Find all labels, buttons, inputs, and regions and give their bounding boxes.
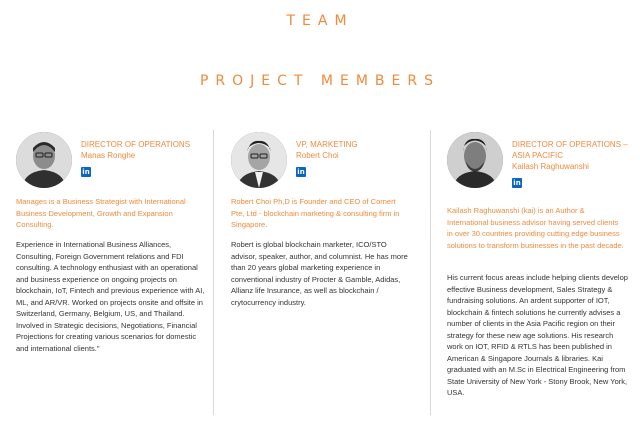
linkedin-icon[interactable]: in — [82, 168, 90, 176]
member-name: Manas Ronghe — [81, 151, 136, 160]
member-role: DIRECTOR OF OPERATIONS — [81, 140, 191, 149]
member-intro: Kailash Raghuwanshi (kai) is an Author & International business advisor having served clients in over 30 countries providing cutting edge business solutions to transform businesses in the past decade. — [447, 206, 624, 250]
column-divider — [430, 130, 431, 415]
member-intro: Robert Choi Ph,D is Founder and CEO of Cornert Pte, Ltd - blockchain marketing & consulting firm in Singapore. — [231, 197, 400, 229]
member-title-block — [512, 139, 630, 190]
member-title-block — [81, 139, 206, 179]
team-heading: TEAM — [286, 13, 354, 29]
linkedin-icon[interactable]: in — [513, 179, 521, 187]
member-intro: Manages is a Business Strategist with International Business Development, Growth and Expansion Consulting. — [16, 197, 186, 229]
avatar — [16, 132, 72, 188]
member-role: VP, MARKETING — [296, 140, 358, 149]
member-bio: Experience in International Business Alliances, Consulting, Foreign Government relations and FDI consulting. A technology enthusiast with an operational and business experience on ongoing projects on blockchain, IoT, Fintech and previous experience with AI, ML, and AR/VR. Worked on projects onsite and offsite in Switzerland, Germany, Belgium, US, and Thailand. Involved in Strategic decisions, Negotiations, Financial Projections for creating various scenarios for domestic and international clients." — [16, 240, 205, 353]
project-members-heading: PROJECT MEMBERS — [199, 73, 440, 89]
member-bio: Robert is global blockchain marketer, ICO/STO advisor, speaker, author, and columnist. He has more than 20 years global marketing experience in conventional industry of Procter & Gamble, Adidas, Allianz life Insurance, as well as blockchain / crytocurrency industry. — [231, 240, 408, 307]
member-role: DIRECTOR OF OPERATIONS – ASIA PACIFIC — [512, 140, 628, 160]
member-bio: His current focus areas include helping clients develop effective Business development, Sales Strategy & fundraising solutions. An ardent supporter of IOT, blockchain & fintech solutions he currently advises a number of clients in the Asia Pacific region on their strategy for these new age solutions. His research work on IOT, RFID & RTLS has been published in American & Singapore Journals & libraries. Kai graduated with an M.Sc in Electrical Engineering from State University of New York - Stony Brook, New York, USA. — [447, 273, 628, 397]
avatar — [231, 132, 287, 188]
column-divider — [213, 130, 214, 415]
linkedin-icon[interactable]: in — [297, 168, 305, 176]
member-name: Robert Choi — [296, 151, 339, 160]
avatar — [447, 132, 503, 188]
member-name: Kailash Raghuwanshi — [512, 162, 589, 171]
member-title-block — [296, 139, 421, 179]
